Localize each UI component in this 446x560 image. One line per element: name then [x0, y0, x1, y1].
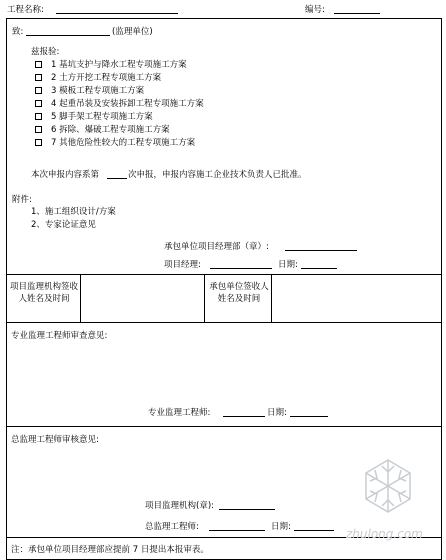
plan-item: 3 模板工程专项施工方案 [51, 86, 145, 96]
supervision-receipt-field[interactable] [81, 275, 204, 322]
plan-item: 5 脚手架工程专项施工方案 [51, 112, 153, 122]
specialist-signer-field[interactable] [223, 416, 265, 417]
plan-checkbox[interactable] [35, 74, 42, 81]
supervision-org-label: 项目监理机构(章): [145, 501, 214, 511]
plan-item: 1 基坑支护与降水工程专项施工方案 [51, 60, 187, 70]
row-divider [6, 426, 442, 427]
attachment-item: 2、专家论证意见 [31, 220, 96, 230]
specialist-date-label: 日期: [267, 408, 287, 418]
supervision-unit-field[interactable] [26, 35, 110, 36]
supervision-receipt-label: 项目监理机构签收人姓名及时间 [9, 282, 78, 304]
serial-number-label: 编号: [305, 5, 325, 15]
project-name-field[interactable] [56, 13, 178, 14]
chief-signer-field[interactable] [209, 530, 265, 531]
submit-label: 兹报验: [31, 47, 60, 57]
chief-date-field[interactable] [294, 530, 334, 531]
cell-divider [204, 274, 205, 322]
plan-item: 7 其他危险性较大的工程专项施工方案 [51, 138, 196, 148]
submission-count-field[interactable] [107, 178, 127, 179]
row-divider [6, 322, 442, 323]
watermark-text: zhulong.com [346, 527, 423, 541]
snowflake-logo-icon [358, 456, 418, 516]
plan-checkbox[interactable] [35, 87, 42, 94]
project-manager-label: 项目经理: [164, 260, 201, 270]
contractor-date-field[interactable] [301, 268, 337, 269]
contractor-receipt-field[interactable] [272, 275, 440, 322]
specialist-review-title: 专业监理工程师审查意见: [11, 331, 108, 341]
contractor-dept-field[interactable] [285, 250, 357, 251]
plan-checkbox[interactable] [35, 61, 42, 68]
plan-item: 2 土方开挖工程专项施工方案 [51, 73, 162, 83]
specialist-date-field[interactable] [290, 416, 328, 417]
chief-signer-label: 总监理工程师: [145, 522, 199, 532]
chief-review-title: 总监理工程师审核意见: [11, 435, 99, 445]
plan-checkbox[interactable] [35, 100, 42, 107]
footer-note: 注：承包单位项目经理部应提前 7 日提出本报审表。 [11, 545, 209, 555]
contractor-dept-label: 承包单位项目经理部（章）: [164, 242, 269, 252]
attachment-item: 1、施工组织设计/方案 [31, 207, 116, 217]
chief-date-label: 日期: [271, 522, 291, 532]
plan-item: 6 拆除、爆破工程专项施工方案 [51, 125, 170, 135]
plan-checkbox[interactable] [35, 126, 42, 133]
plan-item: 4 起重吊装及安装拆卸工程专项施工方案 [51, 99, 204, 109]
contractor-date-label: 日期: [278, 260, 298, 270]
supervision-unit-suffix: (监理单位) [112, 27, 153, 37]
supervision-org-field[interactable] [219, 509, 275, 510]
specialist-signer-label: 专业监理工程师: [148, 408, 211, 418]
to-label: 致: [12, 27, 24, 37]
project-manager-field[interactable] [210, 268, 272, 269]
attachments-label: 附件: [12, 195, 32, 205]
project-name-label: 工程名称: [7, 5, 44, 15]
plan-checkbox[interactable] [35, 113, 42, 120]
declaration-start: 本次申报内容系第 [31, 170, 100, 180]
declaration-end: 次申报，申报内容施工企业技术负责人已批准。 [128, 170, 307, 180]
plan-checkbox[interactable] [35, 139, 42, 146]
serial-number-field[interactable] [334, 13, 380, 14]
specialist-opinion-field[interactable] [7, 341, 439, 401]
contractor-receipt-label: 承包单位签收人姓名及时间 [209, 282, 269, 304]
